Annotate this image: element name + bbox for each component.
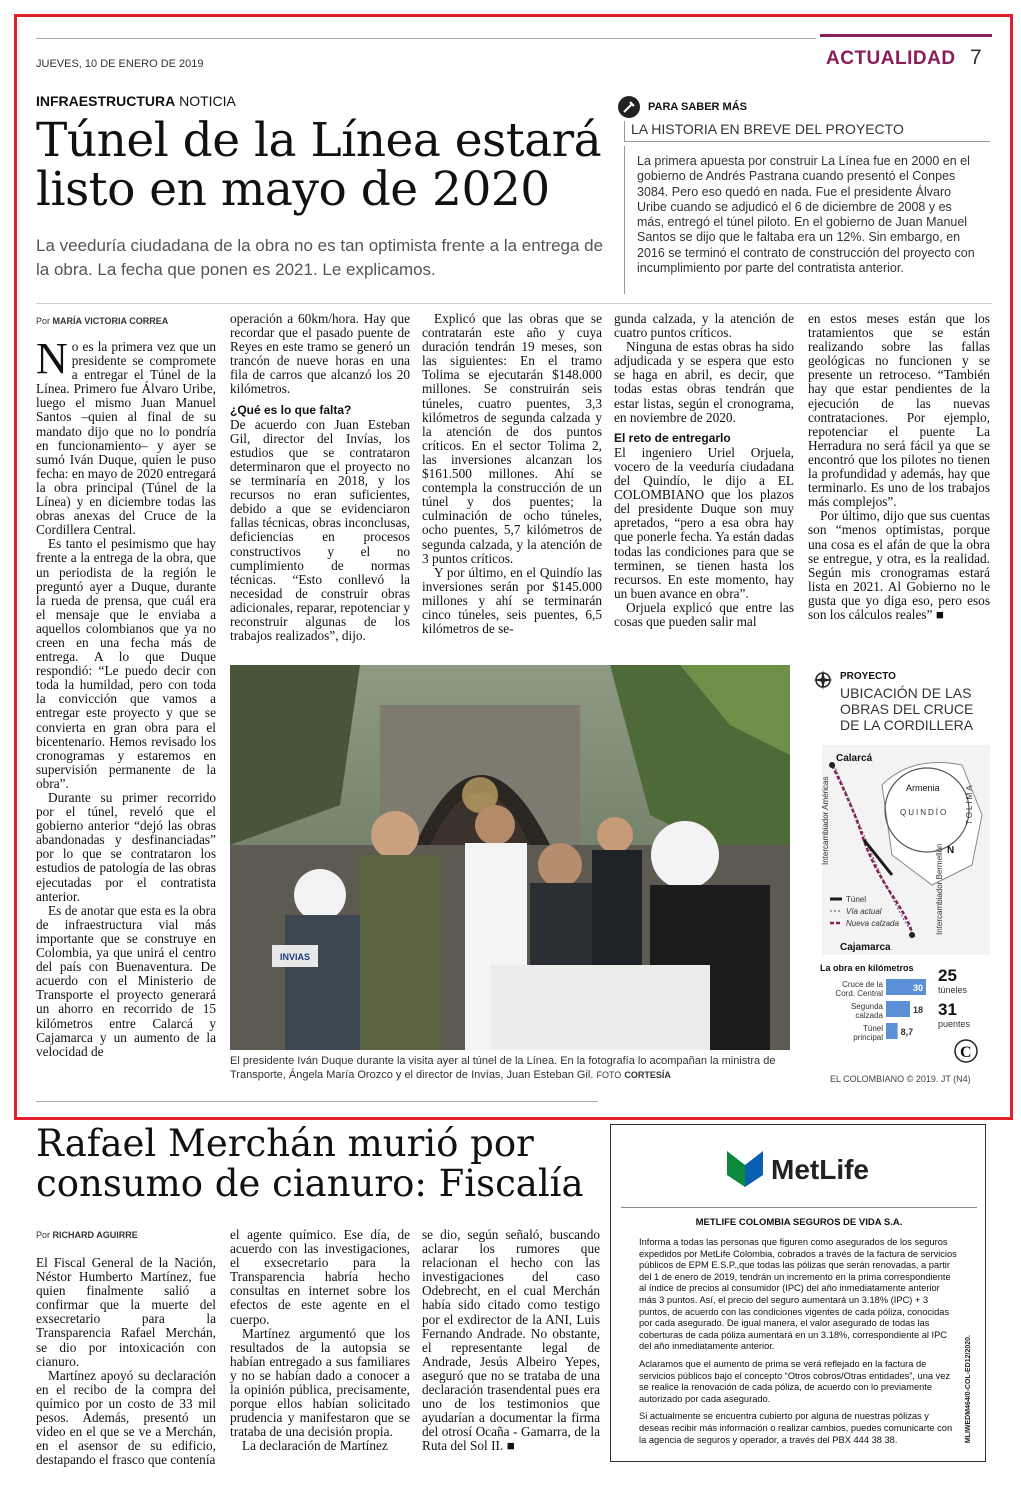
stat-bridges-label: puentes (938, 1019, 971, 1029)
route-map (822, 745, 990, 955)
ad-company: METLIFE COLOMBIA SEGUROS DE VIDA S.A. (695, 1217, 903, 1228)
chart-title: La obra en kilómetros (820, 963, 914, 973)
stat-bridges-value: 31 (938, 1000, 957, 1019)
map-credits: EL COLOMBIANO © 2019. JT (N4) (830, 1074, 971, 1084)
ad-body: Informa a todas las personas que figuren como asegurados de los seguros expedidos por MetLife Colombia, cobrados a través de la factura de servicios públicos de EPM E.S.P.,que todas las pólizas que serán renovadas, a partir del 1 de enero de 2019, tendrán un incremento en la prima correspondiente al índice de precios al consumidor (IPC) del año inmediatamente anterior más 3 puntos. Así, el precio del seguro aumentará un 3.18% (IPC) + 3 puntos, de acuerdo con las condiciones vigentes de cada póliza, conocidas por cada asegurado. De igual manera, el valor asegurado de todas las coberturas de cada póliza aumentará en un 3.18%, correspondiente al IPC del año inmediatamente anterior. Aclaramos que el aumento de prima se verá reflejado en la factura de servicios públicos bajo el concepto “Otros cobros/Otras entidades”, una vez se realice la renovación de cada póliza, de acuerdo con lo previamente autorizado por cada asegurado. Si actualmente se encuentra cubierto por alguna de nuestras pólizas y deseas recibir más información o realizar cambios, puedes comunicarte con la agencia de seguros y operador, a través del PBX 444 38 38. (639, 1237, 957, 1445)
kicker-type: NOTICIA (179, 93, 236, 109)
article-kicker (36, 93, 236, 109)
compass-icon (812, 669, 834, 691)
article-column-5: en estos meses están que los tratamientos que se están realizando sobre las fallas geológicas no funcionen y se presente un retroceso. “También hay que estar pendientes de la ejecución de las nuevas contrataciones. Por ejemplo, repotenciar el puente La Herradura no será fácil ya que se encontró que los pilotes no tienen la profundidad y además, hay que terminarlo. Es uno de los trabajos más complejos”. Por último, dijo que sus cuentas son “menos optimistas, porque una cosa es el afán de que la obra se entregue, y otra, es la realidad. Según mis cronogramas estará lista en 2021. Al Gobierno no le gusta que yo diga eso, pero esos son los cálculos reales” ■ (808, 311, 990, 622)
metlife-ad (610, 1124, 986, 1462)
svg-text:Armenia: Armenia (906, 783, 940, 793)
legend-tunnel: Túnel (846, 895, 867, 904)
brand-name: MetLife (771, 1154, 869, 1185)
page-number: 7 (970, 46, 982, 69)
article2-headline: Rafael Merchán murió por consumo de cianuro: Fiscalía (36, 1122, 584, 1205)
section-divider-2 (36, 1101, 598, 1102)
article-subhead: La veeduría ciudadana de la obra no es tan optimista frente a la entrega de la obra. La fecha que ponen es 2021. Le explicamos. (36, 236, 604, 279)
pin-icon (618, 96, 640, 118)
sidebar-body: La primera apuesta por construir La Línea fue en 2000 en el gobierno de Andrés Pastrana cuando presentó el Conpes 3084. Pero eso quedó en nada. Fue el presidente Álvaro Uribe cuando se adjudicó el 6 de diciembre de 2008 y es más, entregó el túnel piloto. En el gobierno de Juan Manuel Santos se dijo que le faltaba era un 12%. Sin embargo, en 2016 se terminó el contrato de construcción del proyecto con incumplimiento por parte del contratista anterior. (624, 146, 990, 294)
bar-category-label: Túnel (862, 1024, 883, 1033)
article2-byline: Por RICHARD AGUIRRE (36, 1230, 138, 1240)
article-column-1: No es la primera vez que un presidente se compromete a entregar el Túnel de la Línea. Primero fue Álvaro Uribe, luego el mismo Juan Manuel Santos –quien al final de su mandato dijo que no lo pondría en funcionamiento– y ayer se sumó Iván Duque, quien le puso fecha: en mayo de 2020 entregará la obra principal (Túnel de la Línea) y en diciembre todas las obras anexas del Cruce de la Cordillera Central. Es tanto el pesimismo que hay frente a la entrega de la obra, que un periodista de la región le preguntó ayer a Duque, durante la rueda de prensa, que cuál era el mensaje que le enviaba a aquellos colombianos que ya no creen en una fecha más de entrega. A lo que Duque respondió: “Le puedo decir con toda la humildad, pero con toda la convicción que vamos a entregar este proyecto y que se convierta en gran obra para el bicentenario. Hemos revisado los cronogramas y estaremos en supervisión permanente de la obra”. Durante su primer recorrido por el túnel, reveló que el gobierno anterior “dejó las obras abandonadas y desfinanciadas” por lo que se contrataron los estudios de patología de las obras ejecutadas por el contratista anterior. Es de anotar que esta es la obra de infraestructura vial más importante que se construye en Colombia, ya que unirá el centro del país con Buenaventura. De acuerdo con el Ministerio de Transporte el proyecto generará un ahorro en recorrido de 15 kilómetros entre Calarcá y Cajamarca y un aumento de la velocidad de (36, 334, 216, 1059)
svg-text:Cajamarca: Cajamarca (840, 942, 891, 953)
article2-column-1: El Fiscal General de la Nación, Néstor Humberto Martínez, fue quien finalmente salió a confirmar que la muerte del exsecretario para la Transparencia Rafael Merchán, se dio por intoxicación con cianuro. Martínez apoyó su declaración en el recibo de la compra del químico por un costo de 33 mil pesos. Además, presentó un video en el que se ve a Merchán, en el asensor de su edificio, destapando el frasco que contenía (36, 1255, 216, 1468)
article2-column-2: el agente químico. Ese día, de acuerdo con las investigaciones, el exsecretario para la Transparencia habría hecho consultas en internet sobre los efectos de este agente en el cuerpo. Martínez argumentó que los resultados de la autopsia se habían entregado a sus familiares y no se habían dado a conocer a la opinión pública, precisamente, porque ellos habían solicitado prudencia y manifestaron que se trataba de una decisión propia. La declaración de Martínez (230, 1227, 410, 1454)
subheading: ¿Qué es lo que falta? (230, 402, 352, 417)
north-icon: N (947, 845, 955, 856)
bar-category-label: Segunda (850, 1002, 883, 1011)
ad-code: MLIWEDM464/0-COL-ED12/2020. (965, 1335, 972, 1444)
svg-text:Intercambiador Bermellón: Intercambiador Bermellón (935, 843, 944, 935)
sidebar-kicker: PARA SABER MÁS (648, 101, 748, 113)
news-photo (230, 665, 790, 1050)
ad-divider (621, 1207, 977, 1208)
article-column-3: Explicó que las obras que se contratarán este año y cuya duración tendrán 19 meses, son las siguientes: En el tramo Tolima se ejecutarán $148.000 millones. Se construirán seis túneles, cuatro puentes, 3,3 kilómetros de segunda calzada y la atención de dos puntos críticos. En el sector Tolima 2, las inversiones alcanzan los $161.500 millones. Ahí se contempla la construcción de un túnel y dos puentes; la culminación de ocho túneles, ocho puentes, 5,7 kilómetros de segunda calzada, y la atención de 3 puntos críticos. Y por último, en el Quindío las inversiones serán por $145.000 millones y ahí se terminarán cinco túneles, seis puentes, 6,5 kilómetros de se- (422, 311, 602, 637)
bar (886, 1001, 910, 1017)
article-byline: Por MARÍA VICTORIA CORREA (36, 316, 169, 326)
bar-category-label: principal (853, 1033, 883, 1042)
subheading: El reto de entregarlo (614, 430, 731, 445)
bar-value-label: 8,7 (900, 1027, 914, 1037)
photo-caption: El presidente Iván Duque durante la visita ayer al túnel de la Línea. En la fotografía lo acompañan la ministra de Transporte, Ángela María Orozco y el director de Invías, Juan Esteban Gil. FOTO CORTESÍA (230, 1055, 776, 1081)
bar-category-label: calzada (855, 1011, 883, 1020)
bar-category-label: Cord. Central (835, 989, 883, 998)
invias-banner: INVIAS (279, 952, 311, 962)
article2-column-3: se dio, según señaló, buscando aclarar los rumores que relacionan el hecho con las investigaciones del caso Odebrecht, en el cual Merchán había sido citado como testigo por el exdirector de la ANI, Luis Fernando Andrade. No obstante, el representante legal de Andrade, Jesús Albeiro Yepes, aseguró que no se trataba de una declaración trasendental pues era uno de los testimonios que ayudarían a documentar la firma del otrosí Ocaña - Gamarra, de la Ruta del Sol II. ■ (422, 1227, 600, 1454)
header-rule (36, 38, 816, 39)
dropcap: N (36, 334, 68, 383)
km-bar-chart (818, 961, 992, 1069)
stat-tunnels-label: túneles (938, 985, 968, 995)
stat-tunnels-value: 25 (938, 966, 957, 985)
article-column-2: operación a 60km/hora. Hay que recordar que el pasado puente de Reyes en este tramo se generó un trancón de nueve horas en una fila de carros que alcanzó los 20 kilómetros. ¿Qué es lo que falta? De acuerdo con Juan Esteban Gil, director del Invías, los estudios que se contrataron determinaron que el proyecto no se terminaría en 2018, y los recursos no eran suficientes, debido a que se evidenciaron fallas técnicas, obras inconclusas, deficiencias en procesos constructivos y el no cumplimiento de normas técnicas. “Esto conllevó la necesidad de construir obras adicionales, reparar, repotenciar y reconstruir algunas de los trabajos realizados”, dijo. (230, 311, 410, 644)
bar-category-label: Cruce de la (842, 980, 883, 989)
article-column-4: gunda calzada, y la atención de cuatro puntos críticos. Ninguna de estas obras ha sido adjudicada y se espera que esto se haga en abril, es decir, que todas estas obras tendrán que estar listas, según el cronograma, en noviembre de 2020. El reto de entregarlo El ingeniero Uriel Orjuela, vocero de la veeduría ciudadana del Quindío, le dijo a EL COLOMBIANO que los plazos del presidente Duque son muy apretados, “pero a esa obra hay que ponerle fecha. Ya están dadas todas las condiciones para que se terminen, se tienen hasta los recursos. En este momento, hay un buen avance en obra”. Orjuela explicó que entre las cosas que pueden salir mal (614, 311, 794, 629)
author-name: RICHARD AGUIRRE (52, 1230, 138, 1240)
map-kicker: PROYECTO (840, 671, 896, 682)
svg-text:QUINDÍO: QUINDÍO (900, 808, 949, 817)
section-name: ACTUALIDAD (826, 48, 956, 69)
issue-date: JUEVES, 10 DE ENERO DE 2019 (36, 58, 204, 70)
bar-value-label: 30 (912, 983, 923, 993)
map-title: UBICACIÓN DE LAS OBRAS DEL CRUCE DE LA CORDILLERA (840, 685, 974, 733)
map-infographic (808, 665, 992, 1085)
section-divider (36, 303, 992, 304)
svg-text:TOLIMA: TOLIMA (965, 783, 974, 825)
legend-current: Vía actual (846, 907, 882, 916)
author-name: MARÍA VICTORIA CORREA (52, 316, 169, 326)
newspaper-logo-letter: C (960, 1044, 972, 1061)
legend-new: Nueva calzada (846, 919, 899, 928)
svg-text:Intercambiador Américas: Intercambiador Américas (821, 776, 830, 865)
article-headline: Túnel de la Línea estará listo en mayo de 2020 (36, 113, 602, 217)
kicker-section: INFRAESTRUCTURA (36, 93, 176, 109)
bar-value-label: 18 (913, 1005, 924, 1015)
svg-text:Calarcá: Calarcá (836, 753, 873, 764)
sidebar-title: LA HISTORIA EN BREVE DEL PROYECTO (624, 121, 990, 142)
bar (886, 1023, 898, 1039)
metlife-logo (723, 1145, 893, 1189)
